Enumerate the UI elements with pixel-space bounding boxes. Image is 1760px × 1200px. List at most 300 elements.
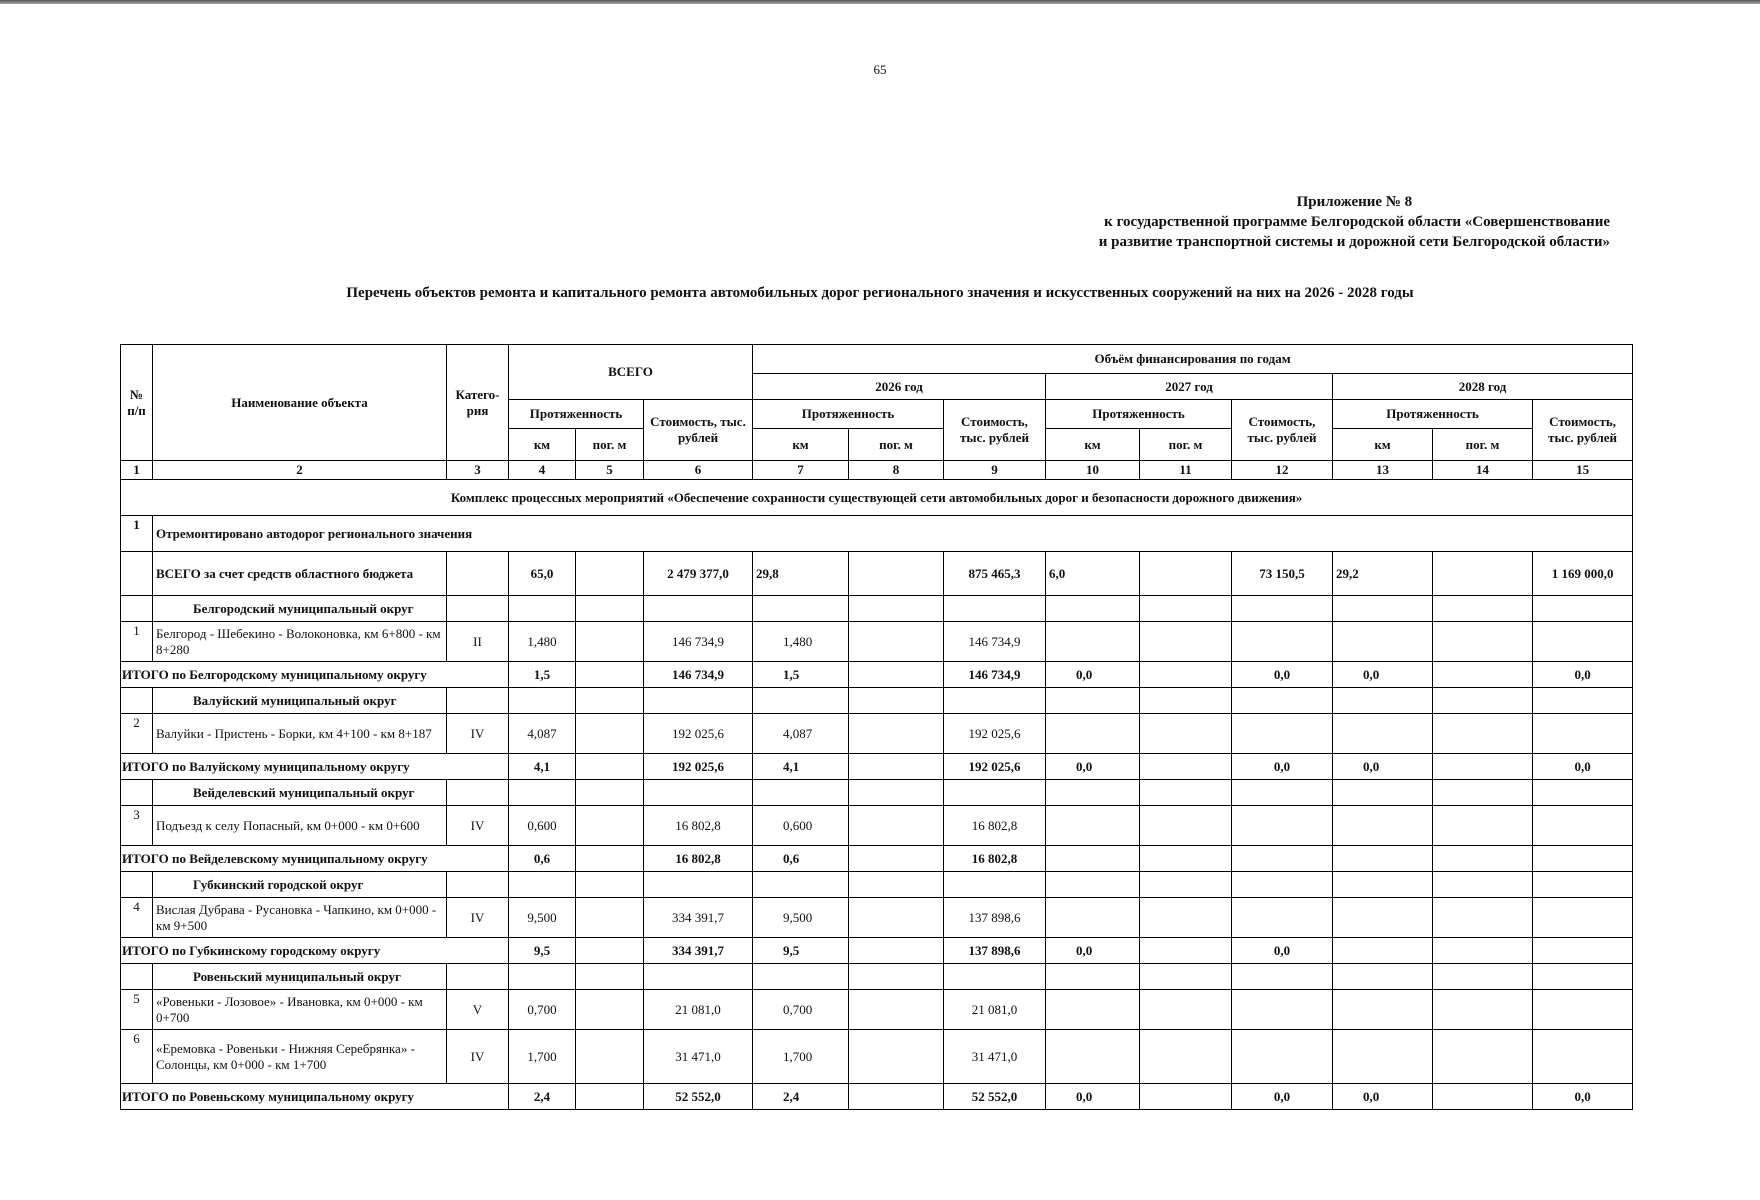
table-cell (1533, 872, 1633, 898)
total-cost: 192 025,6 (644, 754, 753, 780)
table-cell (1232, 964, 1333, 990)
table-cell (1140, 872, 1232, 898)
column-number: 9 (944, 461, 1046, 480)
table-cell (121, 780, 153, 806)
category: II (447, 622, 509, 662)
row-num: 4 (121, 898, 153, 938)
table-cell (447, 872, 509, 898)
category: IV (447, 898, 509, 938)
document-title: Перечень объектов ремонта и капитального ремонта автомобильных дорог регионального значения и искусственных сооружений на них на 2026 - 2028 годы (346, 285, 1414, 301)
column-number: 7 (753, 461, 849, 480)
cost-2027: 0,0 (1232, 938, 1333, 964)
table-cell (1533, 714, 1633, 754)
table-cell (849, 754, 944, 780)
header-funding: Объём финансирования по годам (753, 345, 1633, 374)
table-cell (576, 872, 644, 898)
total-cost: 334 391,7 (644, 898, 753, 938)
row-num: 1 (121, 622, 153, 662)
table-cell (1433, 662, 1533, 688)
table-cell (1140, 596, 1232, 622)
cost-2028: 0,0 (1533, 754, 1633, 780)
category: V (447, 990, 509, 1030)
km-2028: 0,0 (1333, 662, 1433, 688)
total-km: 1,700 (509, 1030, 576, 1084)
table-cell (753, 964, 849, 990)
table-cell (1232, 596, 1333, 622)
cost-2026: 146 734,9 (944, 622, 1046, 662)
header-length-2027: Протяженность (1046, 400, 1232, 429)
table-cell (944, 688, 1046, 714)
table-cell (121, 688, 153, 714)
column-number: 10 (1046, 461, 1140, 480)
table-row (121, 898, 1633, 938)
total-cost: 21 081,0 (644, 990, 753, 1030)
table-cell (1333, 688, 1433, 714)
table-cell (1533, 990, 1633, 1030)
subsection-row (121, 516, 1633, 552)
header-2028: 2028 год (1333, 374, 1633, 400)
table-cell (1232, 990, 1333, 1030)
object-name: Валуйки - Пристень - Борки, км 4+100 - км 8+187 (153, 714, 447, 754)
grand-total-km: 65,0 (509, 552, 576, 596)
total-km: 1,480 (509, 622, 576, 662)
table-cell (576, 714, 644, 754)
table-header (121, 345, 1633, 480)
table-cell (944, 780, 1046, 806)
column-number: 15 (1533, 461, 1633, 480)
table-cell (1046, 806, 1140, 846)
table-cell (576, 938, 644, 964)
table-cell (447, 596, 509, 622)
table-cell (1433, 990, 1533, 1030)
district-total-label: ИТОГО по Губкинскому городскому округу (121, 938, 509, 964)
district-name: Ровеньский муниципальный округ (153, 964, 447, 990)
table-cell (644, 780, 753, 806)
table-cell (944, 872, 1046, 898)
table-cell (753, 872, 849, 898)
cost-2026: 192 025,6 (944, 714, 1046, 754)
table-cell (1232, 898, 1333, 938)
table-cell (849, 662, 944, 688)
table-cell (1140, 846, 1232, 872)
table-cell (849, 688, 944, 714)
column-number: 5 (576, 461, 644, 480)
row-num: 3 (121, 806, 153, 846)
table-cell (849, 714, 944, 754)
table-cell (849, 938, 944, 964)
header-length-2026: Протяженность (753, 400, 944, 429)
table-cell (1140, 780, 1232, 806)
header-length-total: Протяженность (509, 400, 644, 429)
total-cost: 52 552,0 (644, 1084, 753, 1110)
object-name: «Еремовка - Ровеньки - Нижняя Серебрянка» - Солонцы, км 0+000 - км 1+700 (153, 1030, 447, 1084)
grand-total-label: ВСЕГО за счет средств областного бюджета (153, 552, 447, 596)
km-2026: 4,1 (753, 754, 849, 780)
table-cell (447, 964, 509, 990)
total-cost: 192 025,6 (644, 714, 753, 754)
grand-total-km-2026: 29,8 (753, 552, 849, 596)
table-row (121, 806, 1633, 846)
table-cell (121, 596, 153, 622)
total-cost: 31 471,0 (644, 1030, 753, 1084)
total-cost: 16 802,8 (644, 806, 753, 846)
table-cell (1433, 964, 1533, 990)
table-cell (576, 1030, 644, 1084)
table-cell (1333, 1030, 1433, 1084)
column-number: 8 (849, 461, 944, 480)
column-number: 14 (1433, 461, 1533, 480)
table-cell (1333, 780, 1433, 806)
table-cell (509, 688, 576, 714)
table-cell (576, 1084, 644, 1110)
table-cell (1333, 596, 1433, 622)
page-number: 65 (873, 62, 887, 77)
table-cell (1140, 688, 1232, 714)
total-km: 0,600 (509, 806, 576, 846)
km-2027: 0,0 (1046, 754, 1140, 780)
objects-table (120, 344, 1633, 1110)
table-cell (1046, 688, 1140, 714)
table-cell (576, 846, 644, 872)
header-category: Катего-рия (447, 345, 509, 461)
table-cell (1433, 780, 1533, 806)
table-cell (1433, 898, 1533, 938)
row-num: 6 (121, 1030, 153, 1084)
table-cell (1533, 688, 1633, 714)
km-2028: 0,0 (1333, 754, 1433, 780)
km-2026: 0,600 (753, 806, 849, 846)
header-km: км (509, 429, 576, 461)
table-cell (849, 990, 944, 1030)
column-number: 6 (644, 461, 753, 480)
grand-total-cost: 2 479 377,0 (644, 552, 753, 596)
table-cell (1232, 780, 1333, 806)
table-cell (1433, 714, 1533, 754)
header-total: ВСЕГО (509, 345, 753, 400)
table-cell (849, 1084, 944, 1110)
header-pogm: пог. м (849, 429, 944, 461)
district-total-row (121, 846, 1633, 872)
table-cell (1433, 596, 1533, 622)
table-cell (849, 964, 944, 990)
column-number: 3 (447, 461, 509, 480)
table-cell (1232, 1030, 1333, 1084)
district-name: Валуйский муниципальный округ (153, 688, 447, 714)
scan-top-edge (0, 0, 1760, 4)
cost-2028 (1533, 938, 1633, 964)
table-cell (447, 780, 509, 806)
header-km: км (753, 429, 849, 461)
table-cell (1232, 714, 1333, 754)
table-cell (753, 688, 849, 714)
table-cell (1140, 714, 1232, 754)
grand-total-cost-2026: 875 465,3 (944, 552, 1046, 596)
cost-2026: 16 802,8 (944, 806, 1046, 846)
column-number-row (121, 461, 1633, 480)
total-cost: 146 734,9 (644, 622, 753, 662)
section-title: Комплекс процессных мероприятий «Обеспечение сохранности существующей сети автомобильных дорог и безопасности дорожного движения» (121, 480, 1633, 516)
cost-2027 (1232, 846, 1333, 872)
header-2027: 2027 год (1046, 374, 1333, 400)
category: IV (447, 1030, 509, 1084)
table-cell (576, 662, 644, 688)
cost-2028 (1533, 846, 1633, 872)
table-cell (447, 688, 509, 714)
table-cell (1140, 938, 1232, 964)
column-number: 11 (1140, 461, 1232, 480)
table-cell (576, 990, 644, 1030)
cost-2026: 52 552,0 (944, 1084, 1046, 1110)
km-2028: 0,0 (1333, 1084, 1433, 1110)
appendix-line-3: и развитие транспортной системы и дорожной сети Белгородской области» (1098, 234, 1610, 250)
column-number: 13 (1333, 461, 1433, 480)
table-row (121, 990, 1633, 1030)
table-cell (1140, 964, 1232, 990)
table-cell (1433, 806, 1533, 846)
appendix-line-2: к государственной программе Белгородской области «Совершенствование (1104, 214, 1610, 230)
table-cell (1333, 622, 1433, 662)
table-cell (576, 964, 644, 990)
total-km: 9,500 (509, 898, 576, 938)
table-cell (1046, 780, 1140, 806)
total-km: 0,6 (509, 846, 576, 872)
km-2026: 0,700 (753, 990, 849, 1030)
header-num: № п/п (121, 345, 153, 461)
table-cell (121, 872, 153, 898)
table-cell (1533, 898, 1633, 938)
table-cell (1140, 806, 1232, 846)
table-cell (1046, 596, 1140, 622)
category: IV (447, 806, 509, 846)
header-pogm: пог. м (1433, 429, 1533, 461)
cost-2027: 0,0 (1232, 1084, 1333, 1110)
table-cell (1533, 964, 1633, 990)
table-cell (1232, 872, 1333, 898)
header-2026: 2026 год (753, 374, 1046, 400)
table-cell (1433, 1084, 1533, 1110)
table-cell (1433, 622, 1533, 662)
cost-2027: 0,0 (1232, 754, 1333, 780)
table-cell (576, 806, 644, 846)
column-number: 12 (1232, 461, 1333, 480)
total-km: 0,700 (509, 990, 576, 1030)
total-km: 1,5 (509, 662, 576, 688)
km-2028 (1333, 846, 1433, 872)
table-cell (1046, 990, 1140, 1030)
header-length-2028: Протяженность (1333, 400, 1533, 429)
grand-total-km-2027: 6,0 (1046, 552, 1140, 596)
table-cell (1433, 872, 1533, 898)
district-total-row (121, 1084, 1633, 1110)
cost-2028: 0,0 (1533, 662, 1633, 688)
cost-2026: 137 898,6 (944, 938, 1046, 964)
cost-2026: 192 025,6 (944, 754, 1046, 780)
grand-total-row (121, 552, 1633, 596)
km-2027 (1046, 846, 1140, 872)
table-cell (1140, 898, 1232, 938)
table-cell (1046, 1030, 1140, 1084)
row-num: 5 (121, 990, 153, 1030)
table-cell (1333, 898, 1433, 938)
district-total-label: ИТОГО по Валуйскому муниципальному округу (121, 754, 509, 780)
table-row (121, 714, 1633, 754)
table-cell (1333, 990, 1433, 1030)
column-number: 1 (121, 461, 153, 480)
table-cell (1046, 714, 1140, 754)
table-cell (944, 596, 1046, 622)
km-2028 (1333, 938, 1433, 964)
grand-total-km-2028: 29,2 (1333, 552, 1433, 596)
km-2026: 4,087 (753, 714, 849, 754)
cost-2028: 0,0 (1533, 1084, 1633, 1110)
table-cell (849, 1030, 944, 1084)
object-name: «Ровеньки - Лозовое» - Ивановка, км 0+000 - км 0+700 (153, 990, 447, 1030)
table-cell (576, 596, 644, 622)
km-2026: 9,5 (753, 938, 849, 964)
total-km: 4,087 (509, 714, 576, 754)
km-2026: 1,5 (753, 662, 849, 688)
table-cell (121, 964, 153, 990)
table-cell (849, 806, 944, 846)
table-cell (644, 872, 753, 898)
table-cell (753, 596, 849, 622)
row-num: 2 (121, 714, 153, 754)
table-cell (944, 964, 1046, 990)
table-cell (1433, 754, 1533, 780)
km-2026: 1,480 (753, 622, 849, 662)
header-cost-total: Стоимость, тыс. рублей (644, 400, 753, 461)
header-cost-2028: Стоимость, тыс. рублей (1533, 400, 1633, 461)
grand-total-cost-2027: 73 150,5 (1232, 552, 1333, 596)
table-cell (1533, 780, 1633, 806)
header-km: км (1333, 429, 1433, 461)
table-body (121, 480, 1633, 1110)
table-cell (849, 898, 944, 938)
table-cell (1140, 990, 1232, 1030)
object-name: Вислая Дубрава - Русановка - Чапкино, км 0+000 - км 9+500 (153, 898, 447, 938)
district-total-row (121, 938, 1633, 964)
table-cell (1433, 1030, 1533, 1084)
table-cell (576, 622, 644, 662)
table-cell (849, 846, 944, 872)
district-total-row (121, 754, 1633, 780)
km-2026: 1,700 (753, 1030, 849, 1084)
header-name: Наименование объекта (153, 345, 447, 461)
district-total-row (121, 662, 1633, 688)
cost-2026: 137 898,6 (944, 898, 1046, 938)
table-cell (1433, 688, 1533, 714)
table-cell (644, 964, 753, 990)
table-cell (849, 872, 944, 898)
header-cost-2026: Стоимость, тыс. рублей (944, 400, 1046, 461)
table-cell (1232, 806, 1333, 846)
header-pogm: пог. м (576, 429, 644, 461)
district-row (121, 872, 1633, 898)
table-cell (1333, 806, 1433, 846)
district-total-label: ИТОГО по Ровеньскому муниципальному округу (121, 1084, 509, 1110)
table-cell (509, 964, 576, 990)
cost-2026: 21 081,0 (944, 990, 1046, 1030)
table-cell (1046, 898, 1140, 938)
table-cell (509, 872, 576, 898)
table-row (121, 1030, 1633, 1084)
table-cell (1333, 964, 1433, 990)
table-cell (1533, 622, 1633, 662)
table-cell (644, 688, 753, 714)
km-2027: 0,0 (1046, 1084, 1140, 1110)
table-cell (576, 898, 644, 938)
km-2026: 2,4 (753, 1084, 849, 1110)
appendix-header (1099, 192, 1610, 252)
total-cost: 146 734,9 (644, 662, 753, 688)
appendix-line-1: Приложение № 8 (1296, 194, 1413, 210)
km-2027: 0,0 (1046, 938, 1140, 964)
table-cell (644, 596, 753, 622)
district-total-label: ИТОГО по Белгородскому муниципальному округу (121, 662, 509, 688)
table-cell (1046, 964, 1140, 990)
table-cell (1533, 806, 1633, 846)
table-cell (1046, 622, 1140, 662)
table-cell (1232, 688, 1333, 714)
table-cell (576, 754, 644, 780)
table-cell (576, 688, 644, 714)
district-total-label: ИТОГО по Вейделевскому муниципальному округу (121, 846, 509, 872)
column-number: 4 (509, 461, 576, 480)
total-cost: 334 391,7 (644, 938, 753, 964)
subsection-num: 1 (121, 516, 153, 552)
district-row (121, 780, 1633, 806)
table-cell (1232, 622, 1333, 662)
header-pogm: пог. м (1140, 429, 1232, 461)
total-km: 2,4 (509, 1084, 576, 1110)
cost-2026: 146 734,9 (944, 662, 1046, 688)
km-2026: 9,500 (753, 898, 849, 938)
table-cell (1140, 754, 1232, 780)
district-name: Губкинский городской округ (153, 872, 447, 898)
cost-2027: 0,0 (1232, 662, 1333, 688)
table-cell (509, 596, 576, 622)
table-cell (1533, 1030, 1633, 1084)
table-cell (1046, 872, 1140, 898)
table-cell (1140, 622, 1232, 662)
table-cell (509, 780, 576, 806)
table-row (121, 622, 1633, 662)
district-row (121, 964, 1633, 990)
grand-total-cost-2028: 1 169 000,0 (1533, 552, 1633, 596)
table-cell (849, 622, 944, 662)
header-km: км (1046, 429, 1140, 461)
table-cell (1333, 714, 1433, 754)
table-cell (576, 780, 644, 806)
district-name: Белгородский муниципальный округ (153, 596, 447, 622)
cost-2026: 16 802,8 (944, 846, 1046, 872)
object-name: Белгород - Шебекино - Волоконовка, км 6+800 - км 8+280 (153, 622, 447, 662)
table-cell (849, 780, 944, 806)
table-cell (1140, 1084, 1232, 1110)
km-2027: 0,0 (1046, 662, 1140, 688)
header-cost-2027: Стоимость, тыс. рублей (1232, 400, 1333, 461)
table-cell (753, 780, 849, 806)
table-cell (1140, 662, 1232, 688)
column-number: 2 (153, 461, 447, 480)
total-km: 4,1 (509, 754, 576, 780)
category: IV (447, 714, 509, 754)
district-row (121, 688, 1633, 714)
km-2026: 0,6 (753, 846, 849, 872)
section-row (121, 480, 1633, 516)
table-cell (1333, 872, 1433, 898)
table-cell (1433, 846, 1533, 872)
